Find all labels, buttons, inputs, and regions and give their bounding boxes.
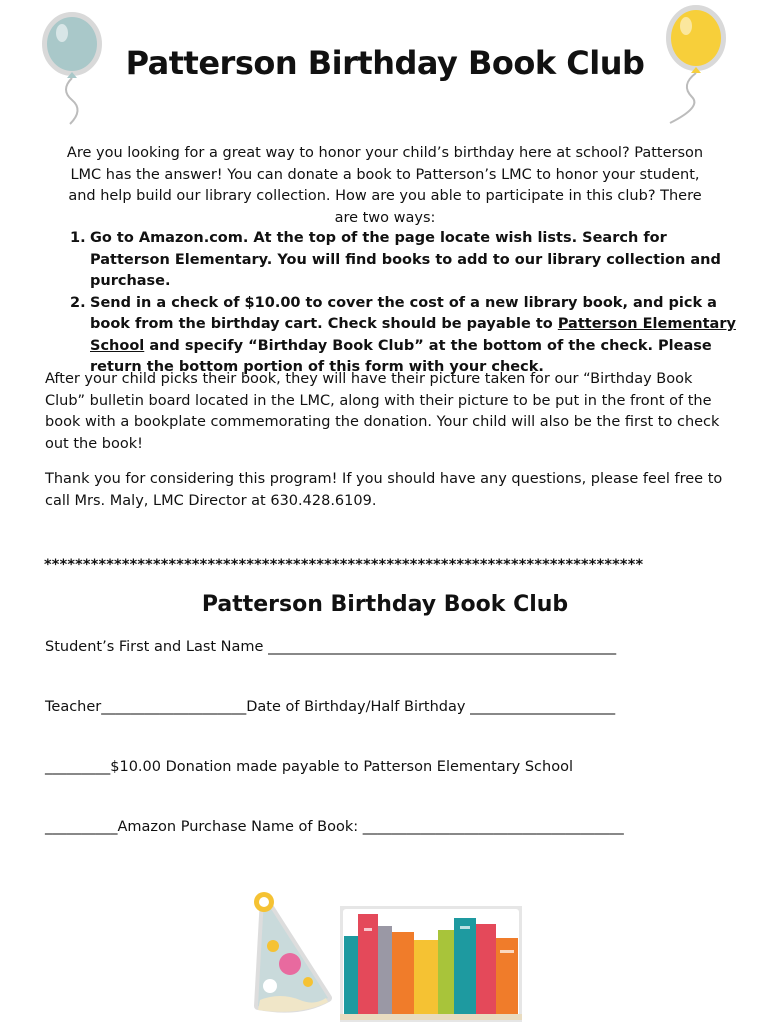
way-amazon-text: Go to Amazon.com. At the top of the page locate wish lists. Search for Patterson Elementary. You will find books to add to our library collection and purchase. — [90, 230, 721, 289]
intro-paragraph: Are you looking for a great way to honor your child’s birthday here at school? Patterson LMC has the answer! You can donate a book to Patterson’s LMC to honor your student, and help build our library collection. How are you able to participate in this club? There are two ways: — [66, 145, 704, 226]
list-item — [48, 293, 738, 379]
book-spine — [392, 932, 414, 1016]
amazon-purchase-field[interactable]: __________Amazon Purchase Name of Book: ____________________________________ — [45, 819, 624, 835]
student-name-field[interactable]: Student’s First and Last Name ________________________________________________ — [45, 639, 617, 655]
book-spine — [438, 930, 454, 1016]
separator: ***************************************************************************** — [44, 557, 644, 573]
teacher-birthday-field[interactable]: Teacher____________________Date of Birthday/Half Birthday ____________________ — [45, 699, 616, 715]
picture-paragraph: After your child picks their book, they will have their picture taken for our “Birthday Book Club” bulletin board located in the LMC, along with their picture to be put in the front of the book with a bookplate commemorating the donation. Your child will also be the first to check out the book! — [45, 371, 720, 452]
party-hat-icon — [240, 888, 340, 1020]
books-icon — [340, 906, 522, 1022]
list-item — [48, 228, 738, 293]
book-spine — [476, 924, 496, 1016]
book-spine — [454, 918, 476, 1016]
way-check-text-before: Send in a check of $10.00 to cover the cost of a new library book, and pick a book from the birthday cart. Check should be payable to — [90, 294, 717, 332]
book-spine — [414, 940, 438, 1016]
book-spine — [378, 926, 392, 1016]
thanks-paragraph: Thank you for considering this program! If you should have any questions, please feel free to call Mrs. Maly, LMC Director at 630.428.6109. — [45, 471, 723, 509]
list-number: 2. — [70, 294, 86, 311]
ways-list — [48, 228, 738, 379]
book-spine — [344, 936, 360, 1016]
list-number: 1. — [70, 230, 86, 246]
page-title: Patterson Birthday Book Club — [125, 44, 645, 82]
donation-field[interactable]: _________$10.00 Donation made payable to Patterson Elementary School — [45, 759, 573, 775]
way-check-text-after: and specify “Birthday Book Club” at the bottom of the check. Please return the bottom portion of this form with your check. — [90, 337, 712, 375]
book-spine — [496, 938, 518, 1016]
form-title: Patterson Birthday Book Club — [201, 592, 569, 617]
payee-name: Patterson Elementary School — [90, 316, 736, 354]
